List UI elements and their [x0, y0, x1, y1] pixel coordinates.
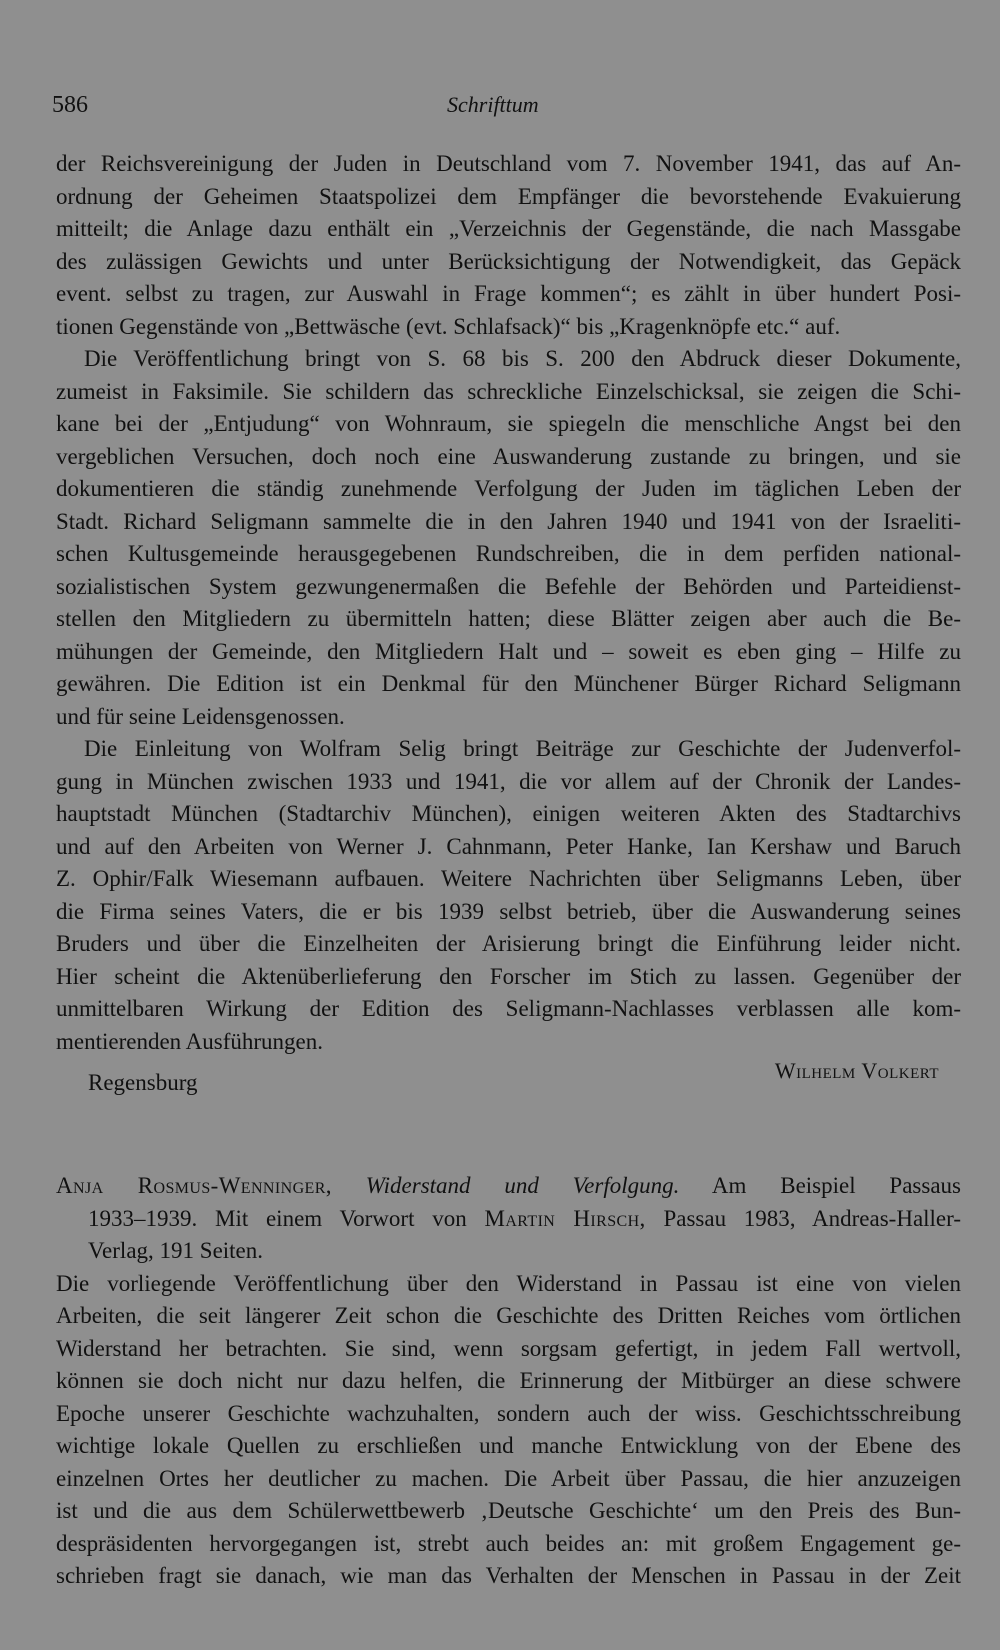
- text-line: die Firma seines Vaters, die er bis 1939 selbst betrieb, über die Auswanderung seines: [56, 898, 961, 924]
- foreword-author: Martin Hirsch,: [484, 1205, 646, 1231]
- review-1: [56, 148, 961, 1106]
- section-gap: [56, 1106, 961, 1170]
- text-line: event. selbst zu tragen, zur Auswahl in Frage kommen“; es zählt in über hundert Posi-: [56, 281, 961, 306]
- text-line: Stadt. Richard Seligmann sammelte die in den Jahren 1940 und 1941 von der Israeliti-: [56, 508, 961, 534]
- text-line: mitteilt; die Anlage dazu enthält ein „Verzeichnis der Gegenstände, die nach Massgabe: [56, 216, 961, 241]
- citation-line: [56, 1170, 961, 1203]
- text-line: dokumentieren die ständig zunehmende Verfolgung der Juden im täglichen Leben der: [56, 476, 961, 501]
- text-line: gung in München zwischen 1933 und 1941, die vor allem auf der Chronik der Landes-: [56, 768, 961, 794]
- text-line: Epoche unserer Geschichte wachzuhalten, sondern auch der wiss. Geschichtsschreibung: [56, 1400, 961, 1426]
- citation-text: Passau 1983, Andreas-Haller-: [663, 1205, 961, 1231]
- page-body: [56, 148, 961, 1593]
- text-line: gewähren. Die Edition ist ein Denkmal für den Münchener Bürger Richard Seligmann: [56, 671, 961, 696]
- text-line: tionen Gegenstände von „Bettwäsche (evt. Schlafsack)“ bis „Kragenknöpfe etc.“ auf.: [56, 313, 841, 339]
- book-title: Widerstand und Verfolgung.: [365, 1173, 680, 1198]
- text-line: Bruders und über die Einzelheiten der Arisierung bringt die Einführung leider nicht.: [56, 931, 961, 956]
- text-line: Hier scheint die Aktenüberlieferung den Forscher im Stich zu lassen. Gegenüber der: [56, 963, 961, 989]
- review-2: [56, 1170, 961, 1593]
- citation-text: Am Beispiel Passaus: [711, 1173, 961, 1198]
- text-line: einzelnen Ortes her deutlicher zu machen. Die Arbeit über Passau, die hier anzuzeigen: [56, 1465, 961, 1491]
- text-line: Z. Ophir/Falk Wiesemann aufbauen. Weitere Nachrichten über Seligmanns Leben, über: [56, 866, 961, 891]
- running-head: Schrifttum: [447, 92, 539, 117]
- text-line: Arbeiten, die seit längerer Zeit schon die Geschichte des Dritten Reiches vom örtlichen: [56, 1303, 961, 1328]
- text-line: können sie doch nicht nur dazu helfen, die Erinnerung der Mitbürger an diese schwere: [56, 1368, 961, 1393]
- text-line: ordnung der Geheimen Staatspolizei dem Empfänger die bevorstehende Evakuierung: [56, 183, 961, 209]
- text-line: Die Veröffentlichung bringt von S. 68 bis S. 200 den Abdruck dieser Dokumente,: [84, 346, 961, 371]
- text-line: ist und die aus dem Schülerwettbewerb ‚Deutsche Geschichte‘ um den Preis des Bun-: [56, 1498, 961, 1523]
- page-header: [52, 92, 972, 128]
- text-line: der Reichsvereinigung der Juden in Deutschland vom 7. November 1941, das auf An-: [56, 151, 961, 176]
- text-line: stellen den Mitgliedern zu übermitteln hatten; diese Blätter zeigen aber auch die Be-: [56, 606, 961, 631]
- text-line: vergeblichen Versuchen, doch noch eine Auswanderung zustande zu bringen, und sie: [56, 443, 961, 469]
- text-line: despräsidenten hervorgegangen ist, strebt auch beides an: mit großem Engagement ge-: [56, 1530, 961, 1556]
- text-line: wichtige lokale Quellen zu erschließen und manche Entwicklung von der Ebene des: [56, 1433, 961, 1458]
- citation-text: 1933–1939. Mit einem Vorwort von: [88, 1205, 467, 1231]
- text-line: und für seine Leidensgenossen.: [56, 703, 345, 729]
- text-line: unmittelbaren Wirkung der Edition des Seligmann-Nachlasses verblassen alle kom-: [56, 996, 961, 1021]
- signature-row: [56, 1058, 961, 1106]
- reviewer-name: Wilhelm Volkert: [774, 1058, 939, 1083]
- text-line: Die Einleitung von Wolfram Selig bringt Beiträge zur Geschichte der Judenverfol-: [84, 736, 961, 761]
- book-author: Anja Rosmus-Wenninger,: [56, 1173, 332, 1198]
- text-line: mühungen der Gemeinde, den Mitgliedern Halt und – soweit es eben ging – Hilfe zu: [56, 638, 961, 664]
- reviewer-place: Regensburg: [88, 1070, 198, 1095]
- text-line: Widerstand her betrachten. Sie sind, wenn sorgsam gefertigt, in jedem Fall wertvoll,: [56, 1335, 961, 1361]
- text-line: zumeist in Faksimile. Sie schildern das schreckliche Einzelschicksal, sie zeigen die Schi-: [56, 378, 961, 404]
- text-line: schrieben fragt sie danach, wie man das Verhalten der Menschen in Passau in der Zeit: [56, 1563, 961, 1588]
- citation-line: Verlag, 191 Seiten.: [88, 1238, 264, 1263]
- page-number: 586: [52, 92, 88, 118]
- text-line: des zulässigen Gewichts und unter Berücksichtigung der Notwendigkeit, das Gepäck: [56, 248, 961, 274]
- text-line: schen Kultusgemeinde herausgegebenen Rundschreiben, die in dem perfiden national-: [56, 541, 961, 566]
- citation-line: [56, 1203, 961, 1236]
- text-line: kane bei der „Entjudung“ von Wohnraum, sie spiegeln die menschliche Angst bei den: [56, 411, 961, 436]
- text-line: sozialistischen System gezwungenermaßen die Befehle der Behörden und Parteidienst-: [56, 573, 961, 599]
- text-line: mentierenden Ausführungen.: [56, 1028, 323, 1054]
- text-line: hauptstadt München (Stadtarchiv München), einigen weiteren Akten des Stadtarchivs: [56, 801, 961, 826]
- text-line: und auf den Arbeiten von Werner J. Cahnmann, Peter Hanke, Ian Kershaw und Baruch: [56, 833, 961, 859]
- text-line: Die vorliegende Veröffentlichung über den Widerstand in Passau ist eine von vielen: [56, 1270, 961, 1296]
